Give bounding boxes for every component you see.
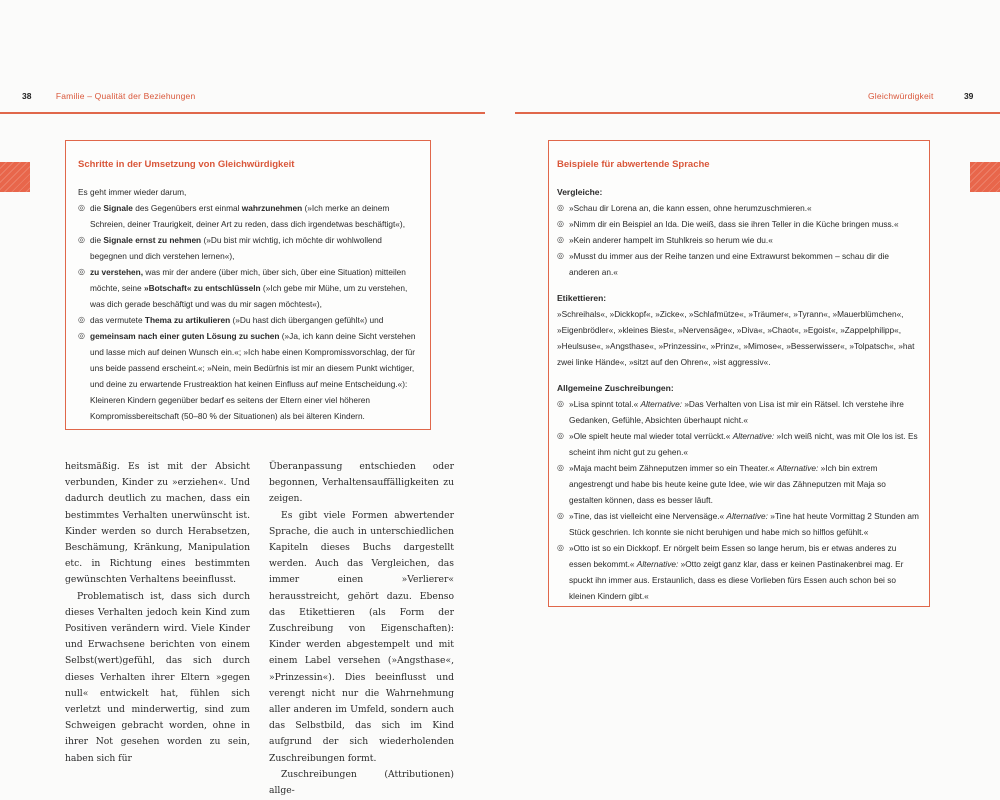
body-paragraph: Problematisch ist, dass sich durch dieses Verhalten jedoch kein Kind zum Positiven verändern wird. Viele Kinder und Erwachsene berichten von einem Selbst(wert)gefühl, das sich durch dieses Verhalten ihrer Eltern »gegen null« entwickelt hat, fühlen sich verletzt und minderwertig, sind zum Schweigen gebracht worden, ohne in ihrer Not gesehen worden zu sein, haben sich für [65, 590, 250, 764]
zuschreibung-alternative-label: Alternative: [636, 559, 679, 569]
zuschreibung-item [557, 460, 919, 508]
right-page-header [868, 91, 973, 101]
vergleiche-list [557, 200, 919, 280]
step-text-mid: (»Du hast dich übergangen gefühlt«) und [230, 315, 384, 325]
vergleich-item [557, 248, 919, 280]
step-text-bold2: wahrzunehmen [241, 203, 303, 213]
zuschreibung-alternative-text: »Das Verhalten von Lisa ist mir ein Rätsel. Ich verstehe ihre Gedanken, Gefühle, Absichten überhaupt nicht.« [569, 399, 904, 425]
spiral-bullet-icon: ◎ [557, 399, 564, 408]
step-text-mid: (»Du bist mir wichtig, ich möchte dir wohlwollend begegnen und dich verstehen lernen«), [90, 235, 382, 261]
step-text-pre: die [90, 235, 104, 245]
zuschreibung-quote: »Ole spielt heute mal wieder total verrückt.« [569, 431, 733, 441]
vergleiche-heading: Vergleiche: [557, 187, 603, 197]
page-number-left: 38 [22, 91, 32, 101]
step-text-post: (»Ich gebe mir Mühe, um zu verstehen, was dich gerade beschäftigt und was du mir sagen möchtest«), [90, 283, 408, 309]
vergleich-text: »Schau dir Lorena an, die kann essen, ohne herumzuschmieren.« [569, 203, 812, 213]
spiral-bullet-icon: ◎ [557, 235, 564, 244]
vergleich-item [557, 216, 919, 232]
header-rule-right [515, 112, 1000, 114]
vergleich-item [557, 232, 919, 248]
spiral-bullet-icon: ◎ [557, 203, 564, 212]
zuschreibung-alternative-label: Alternative: [640, 399, 683, 409]
spiral-bullet-icon: ◎ [557, 543, 564, 552]
zuschreibung-alternative-text: »Ich bin extrem angestrengt und habe bis heute keine gute Idee, wie wir das Zähneputzen mit Maja so gestalten können, dass es besser läuft. [569, 463, 886, 505]
step-text-mid: was mir der andere (über mich, über sich, über eine Situation) mitteilen möchte, seine [90, 267, 406, 293]
step-text-mid: des Gegenübers erst einmal [132, 203, 242, 213]
vergleich-text: »Kein anderer hampelt im Stuhlkreis so herum wie du.« [569, 235, 773, 245]
zuschreibung-quote: »Otto ist so ein Dickkopf. Er nörgelt beim Essen so lange herum, bis er etwas anderes zu essen bekommt.« [569, 543, 897, 569]
etiketten-heading: Etikettieren: [557, 293, 607, 303]
zuschreibung-alternative-label: Alternative: [726, 511, 768, 521]
step-item [78, 232, 418, 264]
spiral-bullet-icon: ◎ [78, 331, 85, 340]
zuschreibung-quote: »Lisa spinnt total.« [569, 399, 641, 409]
steps-box [65, 140, 431, 430]
step-item [78, 200, 418, 232]
thumb-tab-right [970, 162, 1000, 192]
spiral-bullet-icon: ◎ [557, 219, 564, 228]
zuschreibung-item [557, 540, 919, 604]
steps-list [78, 200, 418, 424]
step-text-bold: Thema zu artikulieren [144, 315, 231, 325]
spiral-bullet-icon: ◎ [78, 203, 85, 212]
spiral-bullet-icon: ◎ [557, 511, 564, 520]
step-item [78, 312, 418, 328]
step-text-mid: (»Ja, ich kann deine Sicht verstehen und lasse mich auf deinen Wunsch ein.«; »Ich habe einen Kompromissvorschlag, der für uns beide passend erscheint.«; »Nein, mein Bedürfnis ist mir an diesem Punkt wichtiger, und deine zu erwartende Frustreaktion hat keinen Einfluss auf meine Entscheidung.«): Kleineren Kindern gegenüber bedarf es seitens der Eltern einer viel höheren Kompromissbereitschaft (50–80 % der Situationen) als bei älteren Kindern. [90, 331, 416, 421]
zuschreibung-item [557, 396, 919, 428]
spiral-bullet-icon: ◎ [78, 235, 85, 244]
allgemein-list [557, 396, 919, 604]
step-text-bold: Signale [103, 203, 133, 213]
zuschreibung-item [557, 508, 919, 540]
zuschreibung-alternative-text: »Otto zeigt ganz klar, dass er keinen Pastinakenbrei mag. Er spuckt ihn immer aus. Erstaunlich, dass es diese Vorlieben fürs Essen auch schon bei so kleinen Kindern gibt.« [569, 559, 904, 601]
steps-intro: Es geht immer wieder darum, [78, 187, 187, 197]
zuschreibung-quote: »Maja macht beim Zähneputzen immer so ein Theater.« [569, 463, 777, 473]
body-paragraph: Es gibt viele Formen abwertender Sprache, die auch in unterschiedlichen Kapiteln dieses Buchs dargestellt werden. Auch das Vergleichen, das immer einen »Verlierer« herausstreicht, gehört dazu. Ebenso das Etikettieren (als Form der Zuschreibung von Eigenschaften): Kinder werden abgestempelt und mit einem Label versehen (»Angsthase«, »Prinzessin«). Dies beeinflusst und verengt nicht nur die Wahrnehmung aller anderen im Umfeld, sondern auch das Selbstbild, das sich im Kind aufgrund der sich wiederholenden Zuschreibungen formt. [269, 509, 454, 764]
spiral-bullet-icon: ◎ [78, 267, 85, 276]
zuschreibung-alternative-text: »Ich weiß nicht, was mit Ole los ist. Es scheint ihm nicht gut zu gehen.« [569, 431, 918, 457]
examples-box-title: Beispiele für abwertende Sprache [557, 159, 710, 170]
body-paragraph: Zuschreibungen (Attributionen) allge- [269, 768, 454, 797]
vergleich-item [557, 200, 919, 216]
zuschreibung-item [557, 428, 919, 460]
zuschreibung-alternative-text: »Tine hat heute Vormittag 2 Stunden am Stück geschrien. Ich konnte sie nicht beruhigen und habe mich so hilflos gefühlt.« [569, 511, 919, 537]
steps-box-title: Schritte in der Umsetzung von Gleichwürdigkeit [78, 159, 295, 170]
body-column-2 [269, 459, 454, 799]
zuschreibung-alternative-label: Alternative: [776, 463, 819, 473]
vergleich-text: »Musst du immer aus der Reihe tanzen und eine Extrawurst bekommen – schau dir die anderen an.« [569, 251, 890, 277]
body-paragraph: Überanpassung entschieden oder begonnen, Verhaltensauffälligkeiten zu zeigen. [269, 461, 454, 505]
running-head-left: Familie – Qualität der Beziehungen [55, 91, 196, 101]
body-paragraph: heitsmäßig. Es ist mit der Absicht verbunden, Kinder zu »erziehen«. Und dadurch deutlich zu machen, dass ein bestimmtes Verhalten unerwünscht ist. Kinder werden so durch Herabsetzen, Beschämung, Kränkung, Manipulation etc. in Richtung eines bestimmten gewünschten Verhaltens beeinflusst. [65, 461, 250, 586]
body-column-1 [65, 459, 250, 767]
step-text-post: (»Ich merke an deinem Schreien, deiner Traurigkeit, deiner Art zu reden, dass dich irgendetwas beschäftigt«), [90, 203, 405, 229]
step-item [78, 264, 418, 312]
spiral-bullet-icon: ◎ [78, 315, 85, 324]
running-head-right: Gleichwürdigkeit [868, 91, 934, 101]
left-page-header [22, 91, 195, 101]
vergleich-text: »Nimm dir ein Beispiel an Ida. Die weiß, dass sie ihren Teller in die Küche bringen muss.« [569, 219, 899, 229]
zuschreibung-alternative-label: Alternative: [732, 431, 775, 441]
etiketten-text: »Schreihals«, »Dickkopf«, »Zicke«, »Schlafmütze«, »Träumer«, »Tyrann«, »Mauerblümchen«, »Eigenbrödler«, »kleines Biest«, »Nervensäge«, »Diva«, »Chaot«, »Egoist«, »Zappelphilipp«, »Heulsuse«, »Angsthase«, »Prinzessin«, »Prinz«, »Mimose«, »Besserwisser«, »Tolpatsch«, »hat zwei linke Hände«, »sitzt auf den Ohren«, »ist aggressiv«. [557, 309, 915, 367]
header-rule-left [0, 112, 485, 114]
step-item [78, 328, 418, 424]
spiral-bullet-icon: ◎ [557, 251, 564, 260]
spiral-bullet-icon: ◎ [557, 431, 564, 440]
step-text-pre: die [90, 203, 104, 213]
step-text-bold: zu verstehen, [90, 267, 144, 277]
thumb-tab-left [0, 162, 30, 192]
zuschreibung-quote: »Tine, das ist vielleicht eine Nervensäge.« [569, 511, 727, 521]
spiral-bullet-icon: ◎ [557, 463, 564, 472]
step-text-bold: Signale ernst zu nehmen [103, 235, 202, 245]
step-text-bold: gemeinsam nach einer guten Lösung zu suchen [90, 331, 280, 341]
page-number-right: 39 [963, 91, 974, 101]
step-text-pre: das vermutete [90, 315, 145, 325]
step-text-bold2: »Botschaft« zu entschlüsseln [143, 283, 261, 293]
examples-box [548, 140, 930, 607]
allgemein-heading: Allgemeine Zuschreibungen: [557, 383, 674, 393]
